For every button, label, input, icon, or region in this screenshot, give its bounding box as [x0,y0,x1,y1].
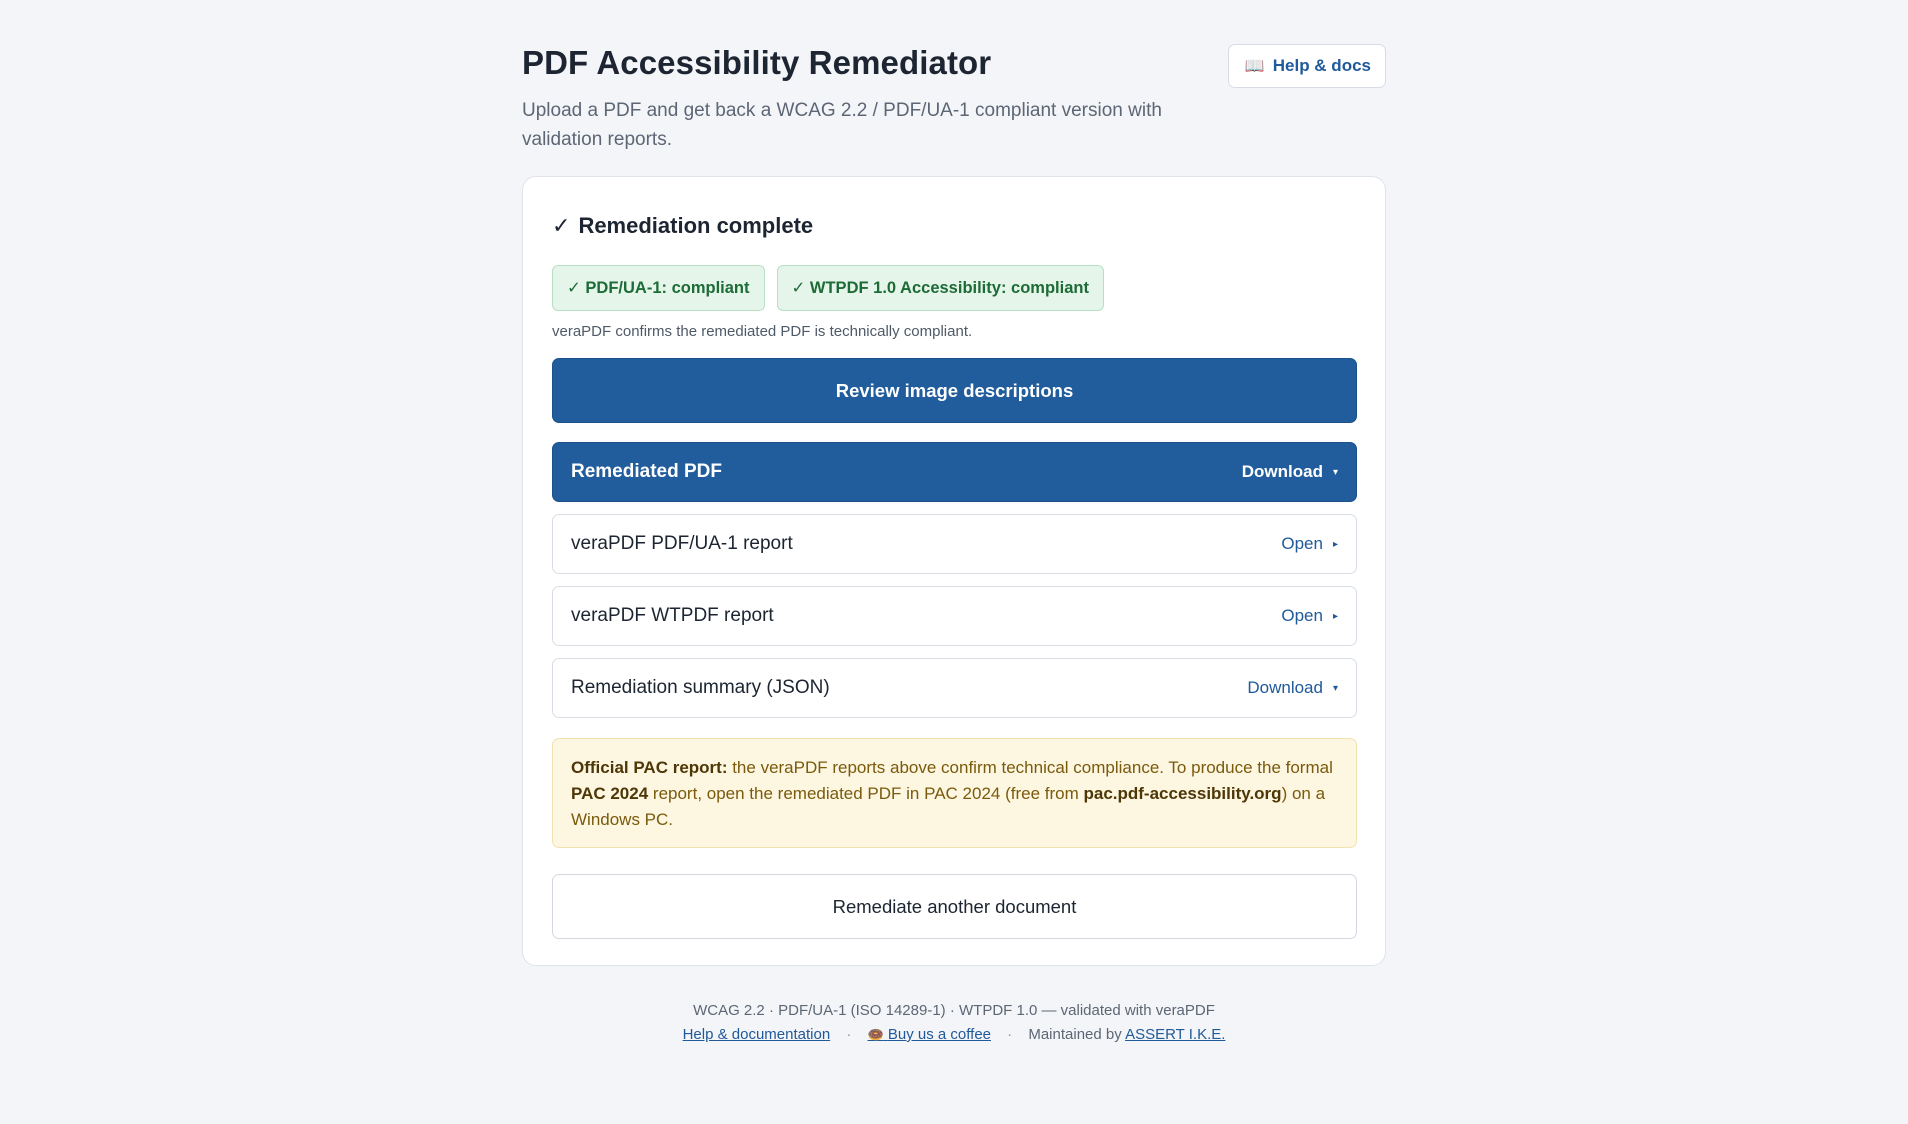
wtpdf-report-row[interactable] [552,586,1357,646]
coffee-icon: 🍩 [867,1027,884,1042]
download-label: Download [1241,462,1323,481]
footer-standards: WCAG 2.2 · PDF/UA-1 (ISO 14289-1) · WTPDF 1.0 — validated with veraPDF [693,1002,1215,1019]
wtpdf-badge: ✓ WTPDF 1.0 Accessibility: compliant [777,265,1104,311]
buy-coffee-link[interactable] [868,1026,991,1043]
separator: · [1007,1026,1013,1043]
separator: · [846,1026,852,1043]
page-subtitle: Upload a PDF and get back a WCAG 2.2 / PDF/UA-1 compliant version with validation reports. [522,100,1162,150]
open-label: Open [1281,606,1323,625]
download-label: Download [1247,678,1323,697]
caret-down-icon: ▾ [1332,682,1338,694]
footer [522,999,1386,1047]
open-wtpdf-report-action[interactable] [1281,606,1338,626]
summary-json-label: Remediation summary (JSON) [571,677,830,698]
remediated-pdf-row[interactable] [552,442,1357,502]
caret-right-icon: ▸ [1332,538,1338,550]
footer-links [522,1023,1386,1047]
status-title: Remediation complete [578,213,814,238]
help-docs-button[interactable] [1228,44,1386,88]
page-header [522,44,1386,176]
verapdf-note: veraPDF confirms the remediated PDF is technically compliant. [552,323,973,340]
compliance-badges [552,265,1356,311]
result-card [522,176,1386,966]
wtpdf-report-label: veraPDF WTPDF report [571,605,774,626]
help-documentation-link[interactable]: Help & documentation [682,1026,831,1043]
pdfua-badge: ✓ PDF/UA-1: compliant [552,265,765,311]
status-heading [552,211,1356,241]
pdfua-report-row[interactable] [552,514,1357,574]
info-text-2: report, open the remediated PDF in PAC 2024 (free from [648,784,1084,803]
caret-right-icon: ▸ [1332,610,1338,622]
assert-ike-link[interactable]: ASSERT I.K.E. [1125,1026,1226,1043]
buy-coffee-label: Buy us a coffee [887,1026,991,1043]
open-label: Open [1281,534,1323,553]
caret-down-icon: ▾ [1332,466,1338,478]
maintained-by-text: Maintained by [1028,1026,1122,1043]
pac-info-box [552,738,1357,848]
review-image-descriptions-button[interactable]: Review image descriptions [552,358,1357,423]
info-site: pac.pdf-accessibility.org [1083,784,1282,803]
info-pac: PAC 2024 [571,784,649,803]
summary-json-row[interactable] [552,658,1357,718]
app [522,44,1386,1043]
info-lead: Official PAC report: [571,758,728,777]
remediate-another-button[interactable]: Remediate another document [552,874,1357,939]
info-text-3: ) on a Windows PC. [571,784,1326,829]
download-pdf-action[interactable] [1242,462,1338,482]
help-docs-label: Help & docs [1272,56,1371,75]
remediated-pdf-label: Remediated PDF [571,461,722,482]
book-icon: 📖 [1244,58,1265,75]
download-json-action[interactable] [1247,678,1338,698]
open-pdfua-report-action[interactable] [1281,534,1338,554]
check-icon: ✓ [552,213,571,238]
pdfua-report-label: veraPDF PDF/UA-1 report [571,533,793,554]
page-title: PDF Accessibility Remediator [522,44,992,81]
info-text-1: the veraPDF reports above confirm technical compliance. To produce the formal [727,758,1333,777]
